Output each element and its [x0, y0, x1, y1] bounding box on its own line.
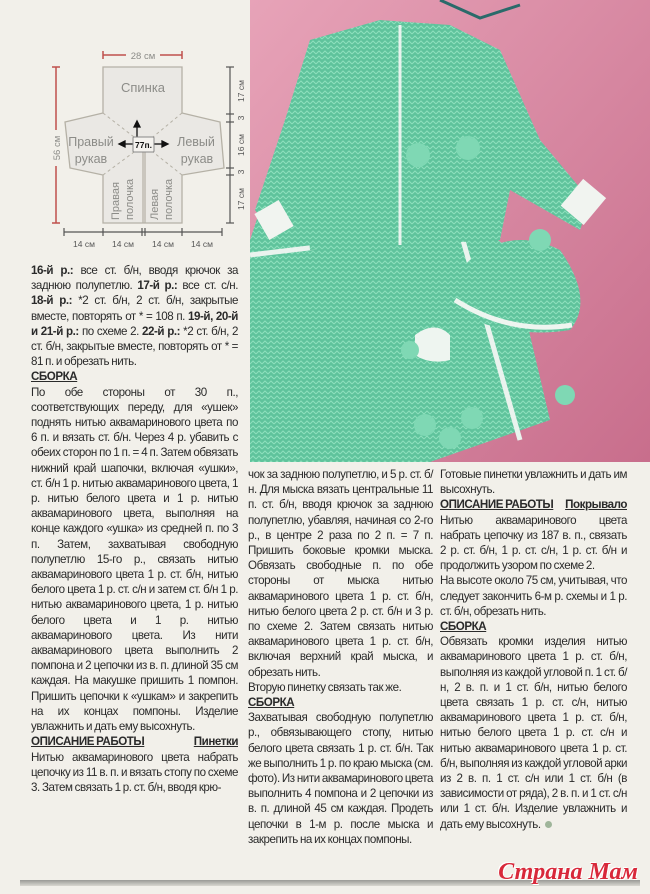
hat-assembly-paragraph: По обе стороны от 30 п., соответствующих переду, для «ушек» поднять нитью аквамаринового цвета по 6 п. и вязать ст. б/н. Через 4 р. убавить с обеих сторон по 1 п. = 4 п. Затем обвязать нижний край шапочки, включая «ушки», ст. б/н 1 р. нитью аквамаринового цвета, 1 р. нитью белого цвета и 1 р. нитью аквамаринового цвета, выполняя на конце каждого «ушка» из средней п. по 3 п. Затем, захватывая свободную полупетлю 15-го р., связать нитью аквамаринового цвета 1 р. ст. б/н, нитью белого цвета 1 р. ст. с/н и затем ст. б/н 1 р. нитью аквамаринового цвета, 1 р. нитью белого цвета и 1 р. нитью аквамаринового цвета. Из нити аквамаринового цвета выполнить 2 помпона и 2 цепочки из в. п. длиной 35 см каждая. На макушке пришить 1 помпон. Пришить цепочки к «ушкам» и закрепить на их концах помпоны. Изделие увлажнить и дать ему высохнуть. — [31, 385, 238, 734]
scale-bottom-4: 14 см — [191, 239, 213, 249]
text-column-2 — [248, 467, 433, 847]
text-column-3 — [440, 467, 627, 832]
right-front-label-1: Правая — [110, 182, 122, 220]
booties-finish-paragraph: Готовые пинетки увлажнить и дать им высохнуть. — [440, 468, 627, 497]
width-top-label: 28 см — [130, 51, 156, 62]
scale-right-3: 16 см — [236, 134, 246, 156]
row-label: 17-й р.: — [137, 279, 178, 293]
section-heading-booties — [31, 734, 238, 749]
row-text: *2 ст. б/н, 2 ст. б/н, закрытые вместе, повторять от * = 81 п. и обрезать нить. — [31, 324, 238, 369]
row-label: 19-й, 20-й и 21-й р.: — [31, 309, 238, 338]
right-sleeve-label-2: рукав — [74, 152, 108, 166]
left-front-label-1: Левая — [149, 188, 161, 220]
text-column-1 — [31, 263, 238, 795]
second-bootie-paragraph: Вторую пинетку связать так же. — [248, 680, 402, 694]
paragraph-text: Обвязать кромки изделия нитью аквамаринового цвета 1 р. ст. б/н, выполняя из каждой угловой п. 1 ст. б/н, 2 в. п. и 1 ст. б/н, нитью белого цвета связать 1 р. ст. с/н, нитью аквамаринового цвета 1 р. ст. б/н, нитью белого цвета 1 р. ст. с/н и нитью аквамаринового цвета 1 р. ст. б/н, выполняя из каждой угловой арки из 2 в. п. 1 ст. с/н или 1 ст. б/н (в зависимости от ряда), 2 в. п. и 1 ст. с/н или 1 ст. б/н. Изделие увлажнить и дать ему высохнуть. — [440, 635, 627, 831]
heading-item: Покрывало — [565, 498, 627, 512]
booties-paragraph: Нитью аквамаринового цвета набрать цепочку из 11 в. п. и вязать стопу по схеме 3. Затем связать 1 р. ст. б/н, вводя крю- — [31, 750, 238, 794]
scale-bottom-3: 14 см — [152, 239, 174, 249]
heading-text: ОПИСАНИЕ РАБОТЫ — [31, 735, 145, 749]
scale-right-4: 3 — [236, 169, 246, 175]
heading-text: СБОРКА — [440, 620, 487, 634]
section-heading-assembly — [31, 369, 238, 384]
watermark-logo: Страна Мам — [498, 859, 638, 885]
row-text: все ст. б/н, вводя крючок за заднюю полупетлю. — [31, 264, 239, 293]
scale-right-1: 17 см — [236, 80, 246, 102]
rows-16-22-paragraph — [31, 263, 238, 369]
booties-assembly-paragraph: Захватывая свободную полупетлю р., обвязывающего стопу, нитью белого цвета связать 1 р. ст. б/н. Так же выполнить 1 р. по краю мыска (см. фото). Из нити аквамаринового цвета выполнить 4 помпона и 2 цепочки из в. п. длиной 45 см каждая. Продеть цепочки в 1-м р. после мыска и закрепить на их концах помпоны. — [248, 711, 433, 846]
scale-bottom-2: 14 см — [112, 239, 134, 249]
section-heading-assembly — [440, 619, 627, 634]
row-text: все ст. с/н. — [177, 279, 238, 293]
row-label: 18-й р.: — [31, 294, 73, 308]
heading-text: СБОРКА — [248, 696, 295, 710]
scale-bottom-1: 14 см — [73, 239, 95, 249]
back-label: Спинка — [120, 80, 166, 95]
end-mark-icon — [545, 821, 552, 828]
left-sleeve-label-1: Левый — [177, 135, 215, 149]
blanket-assembly-paragraph — [440, 634, 627, 832]
knitted-baby-set-photo — [250, 0, 650, 462]
blanket-paragraph-2: На высоте около 75 см, учитывая, что следует закончить 6-м р. схемы и 1 р. ст. б/н, обрезать нить. — [440, 574, 627, 618]
booties-continued-paragraph: чок за заднюю полупетлю, и 5 р. ст. б/н. Для мыска вязать центральные 11 п. ст. б/н, вводя крючок за заднюю полупетлю, убавляя, начиная со 2-го р., в центре 2 раза по 2 п. = 7 п. Пришить боковые кромки мыска. Обвязать свободные п. по обе стороны от мыска нитью аквамаринового цвета 1 р. ст. б/н, нитью белого цвета 2 р. ст. б/н и 3 р. по схеме 2. Затем связать нитью аквамаринового цвета 1 р. ст. б/н, включая верхний край мыска, и обрезать нить. — [248, 468, 433, 679]
cardigan-pattern-diagram — [0, 30, 250, 255]
blanket-paragraph-1: Нитью аквамаринового цвета набрать цепочку из 187 в. п., связать 2 р. ст. б/н, 1 р. ст. с/н, 1 р. ст. б/н и продолжить узором по схеме 2. — [440, 513, 627, 573]
center-stitch-count: 77п. — [135, 140, 152, 150]
heading-text: СБОРКА — [31, 370, 78, 384]
row-label: 22-й р.: — [142, 324, 181, 338]
section-heading-blanket — [440, 497, 627, 512]
row-text: по схеме 2. — [78, 324, 143, 338]
scale-right-5: 17 см — [236, 188, 246, 210]
row-label: 16-й р.: — [31, 264, 74, 277]
right-front-label-2: полочка — [124, 178, 136, 220]
section-heading-assembly — [248, 695, 433, 710]
right-sleeve-label-1: Правый — [68, 135, 114, 149]
heading-text: ОПИСАНИЕ РАБОТЫ — [440, 498, 554, 512]
height-left-label: 56 см — [52, 135, 63, 161]
left-front-label-2: полочка — [163, 178, 175, 220]
row-text: *2 ст. б/н, 2 ст. б/н, закрытые вместе, повторять от * = 108 п. — [31, 294, 238, 323]
heading-item: Пинетки — [193, 735, 238, 749]
scale-right-2: 3 — [236, 115, 246, 121]
left-sleeve-label-2: рукав — [180, 152, 214, 166]
